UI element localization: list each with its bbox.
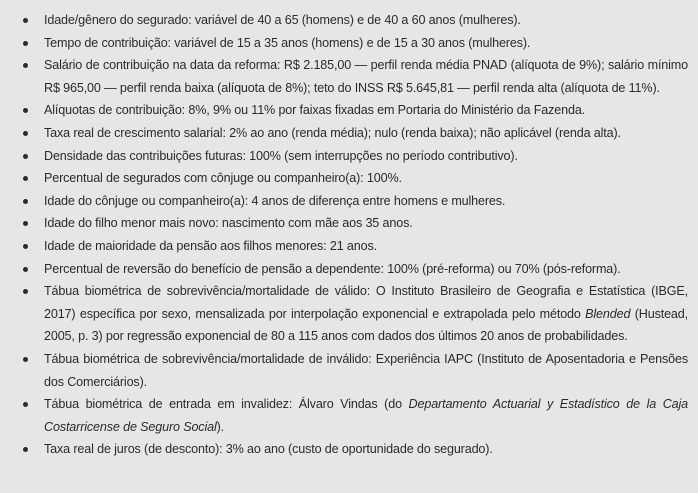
- list-item: [22, 393, 688, 438]
- list-item: [22, 190, 688, 213]
- list-item: [22, 122, 688, 145]
- list-item-text: Percentual de reversão do benefício de pensão a dependente: 100% (pré-reforma) ou 70% (pós-reforma).: [44, 261, 621, 276]
- list-item: [22, 438, 688, 461]
- bullet-icon: [23, 357, 28, 362]
- list-item-text: Taxa real de crescimento salarial: 2% ao ano (renda média); nulo (renda baixa); não aplicável (renda alta).: [44, 125, 621, 140]
- list-item: [22, 9, 688, 32]
- list-item: [22, 32, 688, 55]
- assumptions-list: [22, 9, 688, 461]
- list-item: [22, 167, 688, 190]
- list-item-text: Densidade das contribuições futuras: 100% (sem interrupções no período contributivo).: [44, 148, 518, 163]
- list-item: [22, 54, 688, 99]
- list-item-text: Tempo de contribuição: variável de 15 a 35 anos (homens) e de 15 a 30 anos (mulheres).: [44, 35, 531, 50]
- list-item-text: Idade do cônjuge ou companheiro(a): 4 anos de diferença entre homens e mulheres.: [44, 193, 506, 208]
- list-item-text: (Hustead, 2005, p. 3) por regressão exponencial de 80 a 115 anos com dados dos últimos 20 anos de probabilidades.: [44, 306, 688, 344]
- bullet-icon: [23, 402, 28, 407]
- list-item: [22, 212, 688, 235]
- bullet-icon: [23, 221, 28, 226]
- list-item-text: Idade do filho menor mais novo: nascimento com mãe aos 35 anos.: [44, 216, 413, 231]
- list-item: [22, 280, 688, 348]
- bullet-icon: [23, 447, 28, 452]
- bullet-icon: [23, 267, 28, 272]
- list-item-emphasis: Departamento Actuarial y Estadístico de la Caja Costarricense de Seguro Social: [44, 397, 688, 434]
- bullet-icon: [23, 63, 28, 68]
- list-item-text: Percentual de segurados com cônjuge ou companheiro(a): 100%.: [44, 171, 402, 186]
- list-item-text: Alíquotas de contribuição: 8%, 9% ou 11% por faixas fixadas em Portaria do Ministério da Fazenda.: [44, 103, 586, 118]
- bullet-icon: [23, 289, 28, 294]
- list-item-text: Tábua biométrica de sobrevivência/mortalidade de válido: O Instituto Brasileiro de Geografia e Estatística (IBGE, 2017) específica por sexo, mensalizada por interpolação exponencial e extrapolada pelo método: [44, 284, 688, 321]
- bullet-icon: [23, 108, 28, 113]
- list-item-text: Taxa real de juros (de desconto): 3% ao ano (custo de oportunidade do segurado).: [44, 442, 493, 457]
- list-item-text: Idade de maioridade da pensão aos filhos menores: 21 anos.: [44, 238, 377, 253]
- list-item-text: ).: [216, 419, 225, 434]
- bullet-icon: [23, 154, 28, 159]
- list-item-text: Tábua biométrica de entrada em invalidez: Álvaro Vindas (do: [44, 397, 409, 412]
- list-item: [22, 99, 688, 122]
- list-item: [22, 348, 688, 393]
- bullet-icon: [23, 41, 28, 46]
- list-item-text: Salário de contribuição na data da reforma: R$ 2.185,00 — perfil renda média PNAD (alíquota de 9%); salário mínimo R$ 965,00 — perfil renda baixa (alíquota de 8%); teto do INSS R$ 5.645,81 — perfil renda alta (alíquota de 11%).: [44, 58, 688, 95]
- bullet-icon: [23, 244, 28, 249]
- list-item-emphasis: Blended: [585, 306, 631, 321]
- list-item: [22, 258, 688, 281]
- bullet-icon: [23, 176, 28, 181]
- bullet-icon: [23, 18, 28, 23]
- list-item: [22, 145, 688, 168]
- list-item-text: Tábua biométrica de sobrevivência/mortalidade de inválido: Experiência IAPC (Instituto de Aposentadoria e Pensões dos Comerciários).: [44, 351, 688, 389]
- bullet-icon: [23, 199, 28, 204]
- list-item: [22, 235, 688, 258]
- bullet-icon: [23, 131, 28, 136]
- list-item-text: Idade/gênero do segurado: variável de 40 a 65 (homens) e de 40 a 60 anos (mulheres).: [44, 13, 521, 27]
